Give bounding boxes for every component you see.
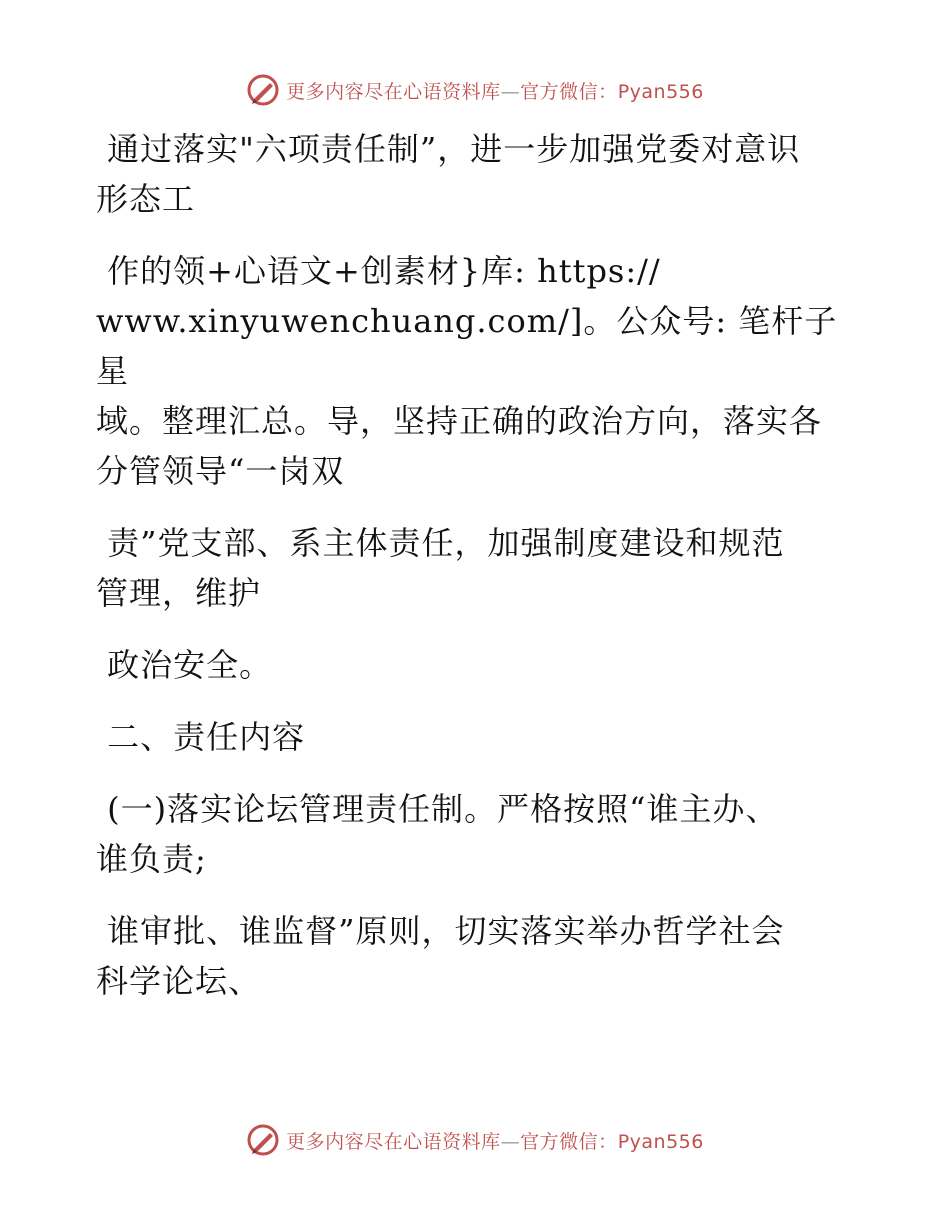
text-line: (一)落实论坛管理责任制。严格按照“谁主办、 [96,790,779,828]
watermark-contact: Pyan556 [617,1130,704,1153]
watermark-separator: — [500,1130,521,1153]
text-line: 形态工 [96,180,196,218]
text-line: 二、责任内容 [96,718,306,756]
watermark-label: 官方微信： [520,80,618,103]
header-watermark [0,70,950,110]
text-line: 分管领导“一岗双 [96,452,345,490]
watermark-separator: — [500,80,521,103]
text-line: 科学论坛、 [96,962,262,1000]
text-line: 通过落实"六项责任制”，进一步加强党委对意识 [96,130,801,168]
text-line: 政治安全。 [96,646,273,684]
paragraph [96,784,866,884]
watermark-contact: Pyan556 [617,80,704,103]
watermark-main: 更多内容尽在心语资料库 [286,1130,501,1153]
watermark-main: 更多内容尽在心语资料库 [286,80,501,103]
paragraph [96,246,866,496]
paragraph [96,906,866,1006]
text-line: 域。整理汇总。导，坚持正确的政治方向，落实各 [96,402,823,440]
watermark-text [286,1127,704,1154]
paragraph [96,712,866,762]
watermark-text [286,77,704,104]
paragraph [96,518,866,618]
footer-watermark [0,1120,950,1160]
text-line: 作的领+心语文+创素材}库: https:// [96,252,661,290]
pen-logo-icon [246,1123,280,1157]
pen-logo-icon [246,73,280,107]
paragraph [96,124,866,224]
text-line: 责”党支部、系主体责任，加强制度建设和规范 [96,524,785,562]
document-body [96,124,866,1028]
text-line: 管理，维护 [96,574,262,612]
watermark-label: 官方微信： [520,1130,618,1153]
text-line: 谁负责; [96,840,207,878]
text-line: 谁审批、谁监督”原则，切实落实举办哲学社会 [96,912,785,950]
text-line: www.xinyuwenchuang.com/]。公众号: 笔杆子星 [96,302,838,390]
paragraph [96,640,866,690]
